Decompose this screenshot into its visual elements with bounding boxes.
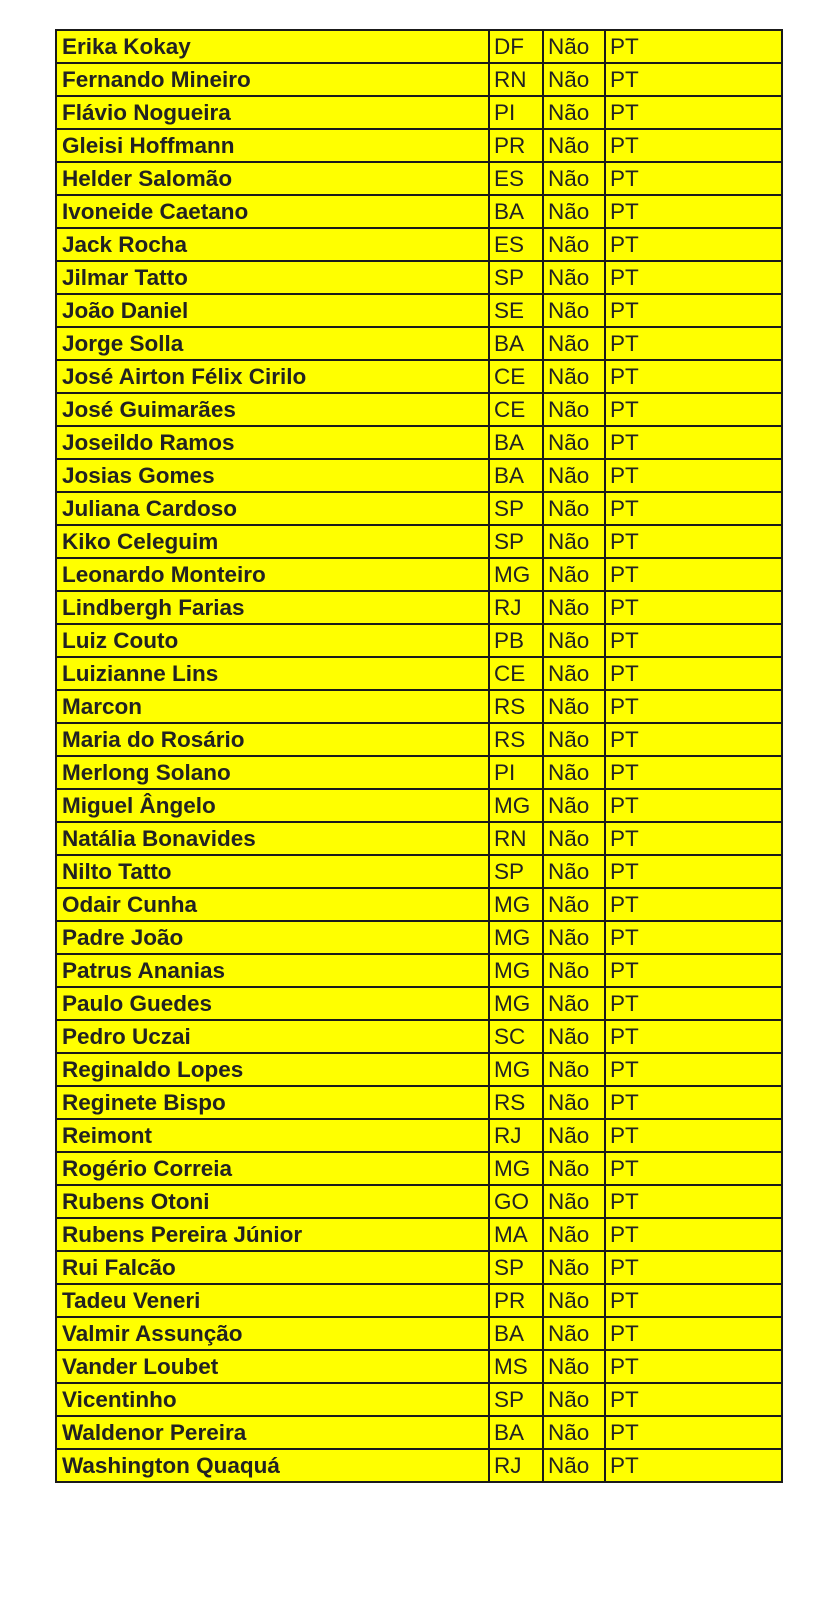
vote-cell: Não — [543, 327, 605, 360]
table-row — [56, 723, 782, 756]
table-row — [56, 1218, 782, 1251]
vote-cell: Não — [543, 1251, 605, 1284]
party-cell: PT — [605, 756, 782, 789]
deputy-name-cell: Kiko Celeguim — [56, 525, 489, 558]
vote-cell: Não — [543, 1086, 605, 1119]
table-row — [56, 657, 782, 690]
table-row — [56, 591, 782, 624]
party-cell: PT — [605, 294, 782, 327]
deputy-name-cell: Reimont — [56, 1119, 489, 1152]
table-row — [56, 1053, 782, 1086]
deputy-name-cell: Waldenor Pereira — [56, 1416, 489, 1449]
state-cell: CE — [489, 657, 543, 690]
deputy-name-cell: Vander Loubet — [56, 1350, 489, 1383]
table-row — [56, 30, 782, 63]
deputy-name-cell: Josias Gomes — [56, 459, 489, 492]
party-cell: PT — [605, 1086, 782, 1119]
deputy-name-cell: Fernando Mineiro — [56, 63, 489, 96]
table-row — [56, 954, 782, 987]
deputy-name-cell: Jack Rocha — [56, 228, 489, 261]
vote-cell: Não — [543, 1350, 605, 1383]
vote-cell: Não — [543, 855, 605, 888]
table-row — [56, 855, 782, 888]
party-cell: PT — [605, 1218, 782, 1251]
table-row — [56, 195, 782, 228]
vote-cell: Não — [543, 1284, 605, 1317]
deputy-name-cell: Rubens Otoni — [56, 1185, 489, 1218]
party-cell: PT — [605, 492, 782, 525]
deputy-name-cell: Luiz Couto — [56, 624, 489, 657]
vote-cell: Não — [543, 525, 605, 558]
state-cell: RJ — [489, 1119, 543, 1152]
party-cell: PT — [605, 426, 782, 459]
deputy-name-cell: Merlong Solano — [56, 756, 489, 789]
party-cell: PT — [605, 921, 782, 954]
party-cell: PT — [605, 690, 782, 723]
table-row — [56, 96, 782, 129]
deputy-name-cell: José Guimarães — [56, 393, 489, 426]
state-cell: CE — [489, 360, 543, 393]
state-cell: RS — [489, 723, 543, 756]
deputy-name-cell: Jorge Solla — [56, 327, 489, 360]
state-cell: SP — [489, 261, 543, 294]
table-row — [56, 987, 782, 1020]
table-row — [56, 756, 782, 789]
deputy-name-cell: Rui Falcão — [56, 1251, 489, 1284]
state-cell: MG — [489, 558, 543, 591]
vote-cell: Não — [543, 1383, 605, 1416]
vote-cell: Não — [543, 492, 605, 525]
table-row — [56, 63, 782, 96]
party-cell: PT — [605, 855, 782, 888]
table-row — [56, 1152, 782, 1185]
vote-cell: Não — [543, 921, 605, 954]
deputy-name-cell: Leonardo Monteiro — [56, 558, 489, 591]
state-cell: PR — [489, 129, 543, 162]
party-cell: PT — [605, 195, 782, 228]
state-cell: PI — [489, 756, 543, 789]
vote-cell: Não — [543, 789, 605, 822]
table-row — [56, 1086, 782, 1119]
table-row — [56, 1020, 782, 1053]
table-row — [56, 1119, 782, 1152]
party-cell: PT — [605, 162, 782, 195]
table-row — [56, 426, 782, 459]
state-cell: SP — [489, 1383, 543, 1416]
party-cell: PT — [605, 591, 782, 624]
table-row — [56, 393, 782, 426]
vote-cell: Não — [543, 30, 605, 63]
deputy-name-cell: Odair Cunha — [56, 888, 489, 921]
table-row — [56, 1416, 782, 1449]
party-cell: PT — [605, 1251, 782, 1284]
vote-cell: Não — [543, 624, 605, 657]
vote-cell: Não — [543, 822, 605, 855]
deputy-name-cell: Nilto Tatto — [56, 855, 489, 888]
vote-cell: Não — [543, 954, 605, 987]
vote-cell: Não — [543, 1119, 605, 1152]
vote-cell: Não — [543, 1152, 605, 1185]
party-cell: PT — [605, 327, 782, 360]
table-row — [56, 921, 782, 954]
deputy-name-cell: Rubens Pereira Júnior — [56, 1218, 489, 1251]
vote-cell: Não — [543, 1218, 605, 1251]
party-cell: PT — [605, 30, 782, 63]
vote-cell: Não — [543, 1185, 605, 1218]
state-cell: SP — [489, 492, 543, 525]
state-cell: RJ — [489, 591, 543, 624]
vote-cell: Não — [543, 162, 605, 195]
table-row — [56, 822, 782, 855]
state-cell: PB — [489, 624, 543, 657]
state-cell: MG — [489, 987, 543, 1020]
deputy-name-cell: Vicentinho — [56, 1383, 489, 1416]
state-cell: SE — [489, 294, 543, 327]
deputy-name-cell: José Airton Félix Cirilo — [56, 360, 489, 393]
party-cell: PT — [605, 360, 782, 393]
deputy-name-cell: Padre João — [56, 921, 489, 954]
state-cell: RS — [489, 1086, 543, 1119]
deputy-name-cell: Luizianne Lins — [56, 657, 489, 690]
deputy-name-cell: Marcon — [56, 690, 489, 723]
deputy-name-cell: Reginete Bispo — [56, 1086, 489, 1119]
party-cell: PT — [605, 1119, 782, 1152]
deputy-name-cell: Pedro Uczai — [56, 1020, 489, 1053]
party-cell: PT — [605, 525, 782, 558]
party-cell: PT — [605, 459, 782, 492]
state-cell: SP — [489, 525, 543, 558]
vote-cell: Não — [543, 756, 605, 789]
table-row — [56, 789, 782, 822]
state-cell: MG — [489, 1152, 543, 1185]
state-cell: MS — [489, 1350, 543, 1383]
party-cell: PT — [605, 1350, 782, 1383]
party-cell: PT — [605, 1383, 782, 1416]
party-cell: PT — [605, 789, 782, 822]
state-cell: BA — [489, 327, 543, 360]
deputy-name-cell: Paulo Guedes — [56, 987, 489, 1020]
state-cell: MA — [489, 1218, 543, 1251]
deputy-name-cell: Tadeu Veneri — [56, 1284, 489, 1317]
deputy-name-cell: Erika Kokay — [56, 30, 489, 63]
state-cell: RS — [489, 690, 543, 723]
state-cell: MG — [489, 1053, 543, 1086]
vote-cell: Não — [543, 294, 605, 327]
table-row — [56, 492, 782, 525]
state-cell: BA — [489, 426, 543, 459]
party-cell: PT — [605, 1449, 782, 1482]
vote-cell: Não — [543, 228, 605, 261]
party-cell: PT — [605, 624, 782, 657]
vote-cell: Não — [543, 1416, 605, 1449]
state-cell: ES — [489, 162, 543, 195]
party-cell: PT — [605, 1284, 782, 1317]
party-cell: PT — [605, 96, 782, 129]
vote-cell: Não — [543, 261, 605, 294]
vote-cell: Não — [543, 591, 605, 624]
vote-table-body — [56, 30, 782, 1482]
state-cell: MG — [489, 921, 543, 954]
vote-cell: Não — [543, 888, 605, 921]
table-row — [56, 327, 782, 360]
party-cell: PT — [605, 657, 782, 690]
table-row — [56, 525, 782, 558]
table-row — [56, 162, 782, 195]
deputy-name-cell: Miguel Ângelo — [56, 789, 489, 822]
deputy-name-cell: Valmir Assunção — [56, 1317, 489, 1350]
party-cell: PT — [605, 723, 782, 756]
table-row — [56, 294, 782, 327]
state-cell: CE — [489, 393, 543, 426]
deputy-name-cell: Jilmar Tatto — [56, 261, 489, 294]
state-cell: ES — [489, 228, 543, 261]
party-cell: PT — [605, 129, 782, 162]
state-cell: PR — [489, 1284, 543, 1317]
party-cell: PT — [605, 63, 782, 96]
state-cell: DF — [489, 30, 543, 63]
state-cell: BA — [489, 195, 543, 228]
party-cell: PT — [605, 822, 782, 855]
table-row — [56, 1317, 782, 1350]
deputy-name-cell: João Daniel — [56, 294, 489, 327]
vote-cell: Não — [543, 459, 605, 492]
vote-cell: Não — [543, 1317, 605, 1350]
state-cell: BA — [489, 1416, 543, 1449]
vote-cell: Não — [543, 360, 605, 393]
party-cell: PT — [605, 261, 782, 294]
table-row — [56, 1383, 782, 1416]
table-row — [56, 690, 782, 723]
state-cell: SP — [489, 1251, 543, 1284]
state-cell: MG — [489, 954, 543, 987]
state-cell: RJ — [489, 1449, 543, 1482]
party-cell: PT — [605, 1053, 782, 1086]
state-cell: RN — [489, 822, 543, 855]
party-cell: PT — [605, 1185, 782, 1218]
party-cell: PT — [605, 954, 782, 987]
vote-cell: Não — [543, 129, 605, 162]
vote-cell: Não — [543, 558, 605, 591]
table-row — [56, 228, 782, 261]
deputy-name-cell: Flávio Nogueira — [56, 96, 489, 129]
vote-cell: Não — [543, 1020, 605, 1053]
table-row — [56, 888, 782, 921]
party-cell: PT — [605, 987, 782, 1020]
state-cell: PI — [489, 96, 543, 129]
deputy-name-cell: Washington Quaquá — [56, 1449, 489, 1482]
party-cell: PT — [605, 1416, 782, 1449]
table-row — [56, 558, 782, 591]
state-cell: SP — [489, 855, 543, 888]
party-cell: PT — [605, 228, 782, 261]
party-cell: PT — [605, 393, 782, 426]
state-cell: MG — [489, 888, 543, 921]
deputy-name-cell: Joseildo Ramos — [56, 426, 489, 459]
deputy-name-cell: Rogério Correia — [56, 1152, 489, 1185]
party-cell: PT — [605, 1020, 782, 1053]
vote-cell: Não — [543, 987, 605, 1020]
party-cell: PT — [605, 888, 782, 921]
table-row — [56, 129, 782, 162]
state-cell: BA — [489, 1317, 543, 1350]
state-cell: GO — [489, 1185, 543, 1218]
deputy-name-cell: Ivoneide Caetano — [56, 195, 489, 228]
deputy-name-cell: Patrus Ananias — [56, 954, 489, 987]
vote-cell: Não — [543, 393, 605, 426]
deputy-name-cell: Maria do Rosário — [56, 723, 489, 756]
table-row — [56, 1251, 782, 1284]
deputy-name-cell: Natália Bonavides — [56, 822, 489, 855]
table-row — [56, 1185, 782, 1218]
vote-cell: Não — [543, 96, 605, 129]
state-cell: SC — [489, 1020, 543, 1053]
deputy-name-cell: Reginaldo Lopes — [56, 1053, 489, 1086]
table-row — [56, 459, 782, 492]
table-row — [56, 261, 782, 294]
table-row — [56, 1449, 782, 1482]
vote-cell: Não — [543, 426, 605, 459]
vote-cell: Não — [543, 657, 605, 690]
state-cell: BA — [489, 459, 543, 492]
table-row — [56, 360, 782, 393]
party-cell: PT — [605, 1152, 782, 1185]
vote-cell: Não — [543, 1449, 605, 1482]
table-row — [56, 624, 782, 657]
table-row — [56, 1284, 782, 1317]
table-row — [56, 1350, 782, 1383]
vote-cell: Não — [543, 690, 605, 723]
deputy-name-cell: Helder Salomão — [56, 162, 489, 195]
state-cell: RN — [489, 63, 543, 96]
vote-cell: Não — [543, 723, 605, 756]
deputy-name-cell: Gleisi Hoffmann — [56, 129, 489, 162]
vote-table — [55, 29, 783, 1483]
party-cell: PT — [605, 1317, 782, 1350]
vote-cell: Não — [543, 195, 605, 228]
vote-cell: Não — [543, 63, 605, 96]
deputy-name-cell: Lindbergh Farias — [56, 591, 489, 624]
party-cell: PT — [605, 558, 782, 591]
deputy-name-cell: Juliana Cardoso — [56, 492, 489, 525]
vote-cell: Não — [543, 1053, 605, 1086]
state-cell: MG — [489, 789, 543, 822]
